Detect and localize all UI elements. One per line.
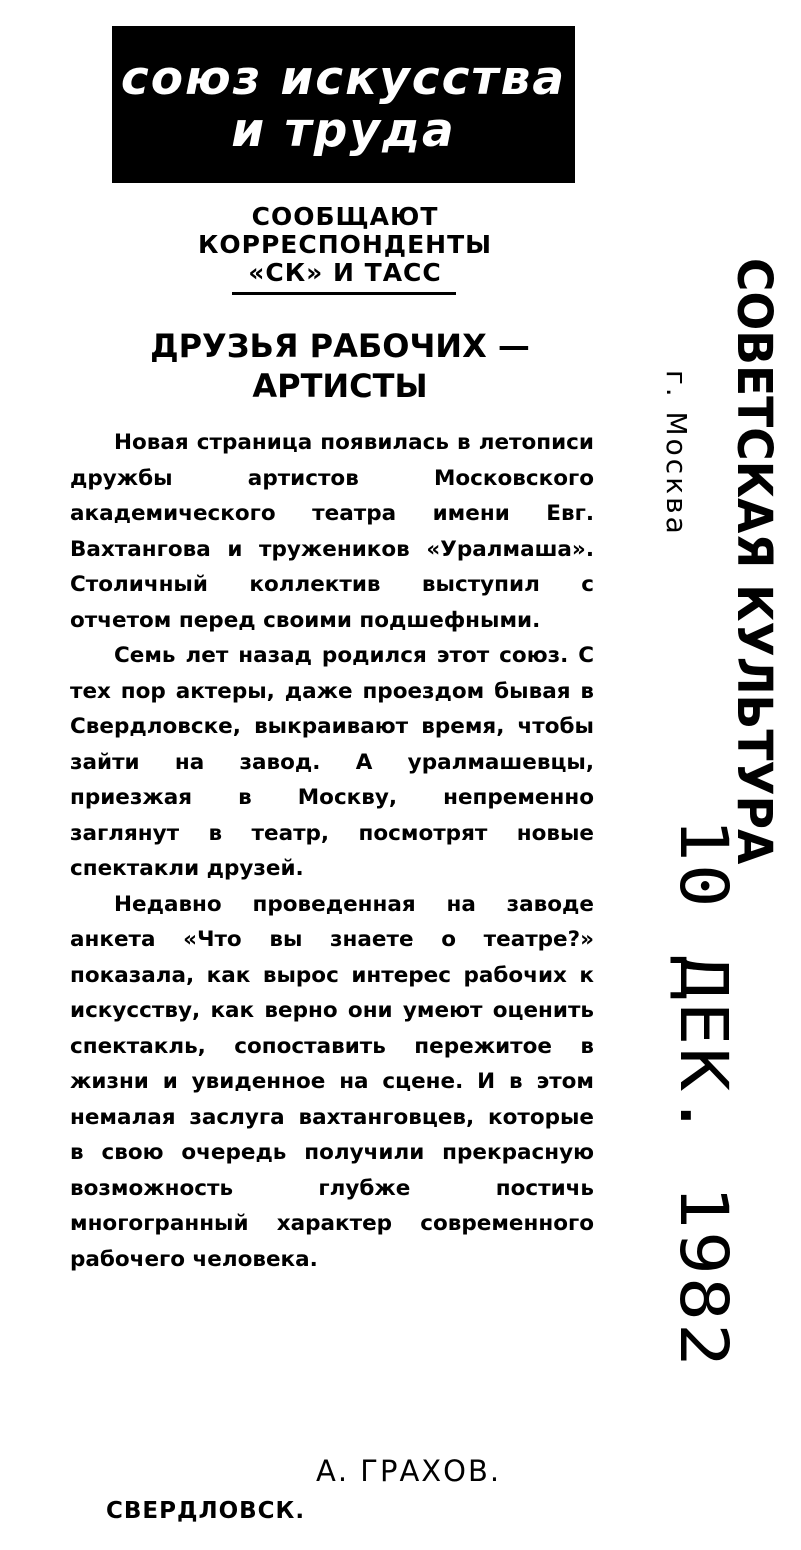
kicker-line-3: «СК» И ТАСС	[248, 258, 442, 287]
headline-line-2: АРТИСТЫ	[252, 367, 428, 405]
rubric-line-2: и труда	[231, 102, 456, 158]
rubric-line-1: союз искусства	[120, 50, 567, 106]
kicker	[130, 203, 560, 287]
kicker-line-2: КОРРЕСПОНДЕНТЫ	[197, 230, 493, 259]
newspaper-name-stamp: СОВЕТСКАЯ КУЛЬТУРА	[726, 258, 782, 865]
article-paragraph: Недавно проведенная на заводе анкета «Что вы знаете о театре?» показала, как вырос интерес рабочих к искусству, как верно они умеют оценить спектакль, сопоставить пережитое в жизни и увиденное на сцене. И в этом немалая заслуга вахтанговцев, которые в свою очередь получили прекрасную возможность глубже постичь многогранный характер современного рабочего человека.	[70, 891, 594, 1272]
date-stamp: 10 ДЕК. 1982	[665, 818, 742, 1369]
article-headline	[90, 326, 590, 406]
article-paragraph: Новая страница появилась в летописи дружбы артистов Московского академического театра имени Евг. Вахтангова и тружеников «Уралмаша». Столичный коллектив выступил с отчетом перед своими подшефными.	[70, 430, 594, 633]
rubric-banner	[112, 26, 575, 183]
article-paragraph: Семь лет назад родился этот союз. С тех пор актеры, даже проездом бывая в Свердловске, выкраивают время, чтобы зайти на завод. А уралмашевцы, приезжая в Москву, непременно заглянут в театр, посмотрят новые спектакли друзей.	[70, 643, 594, 881]
kicker-line-1: СООБЩАЮТ	[251, 202, 439, 231]
kicker-underline	[232, 292, 456, 295]
dateline-city: СВЕРДЛОВСК.	[106, 1498, 306, 1524]
author-signature: А. ГРАХОВ.	[316, 1454, 502, 1488]
article-body	[70, 425, 594, 1277]
city-stamp: г. Москва	[660, 370, 693, 537]
headline-line-1: ДРУЗЬЯ РАБОЧИХ —	[150, 327, 530, 365]
